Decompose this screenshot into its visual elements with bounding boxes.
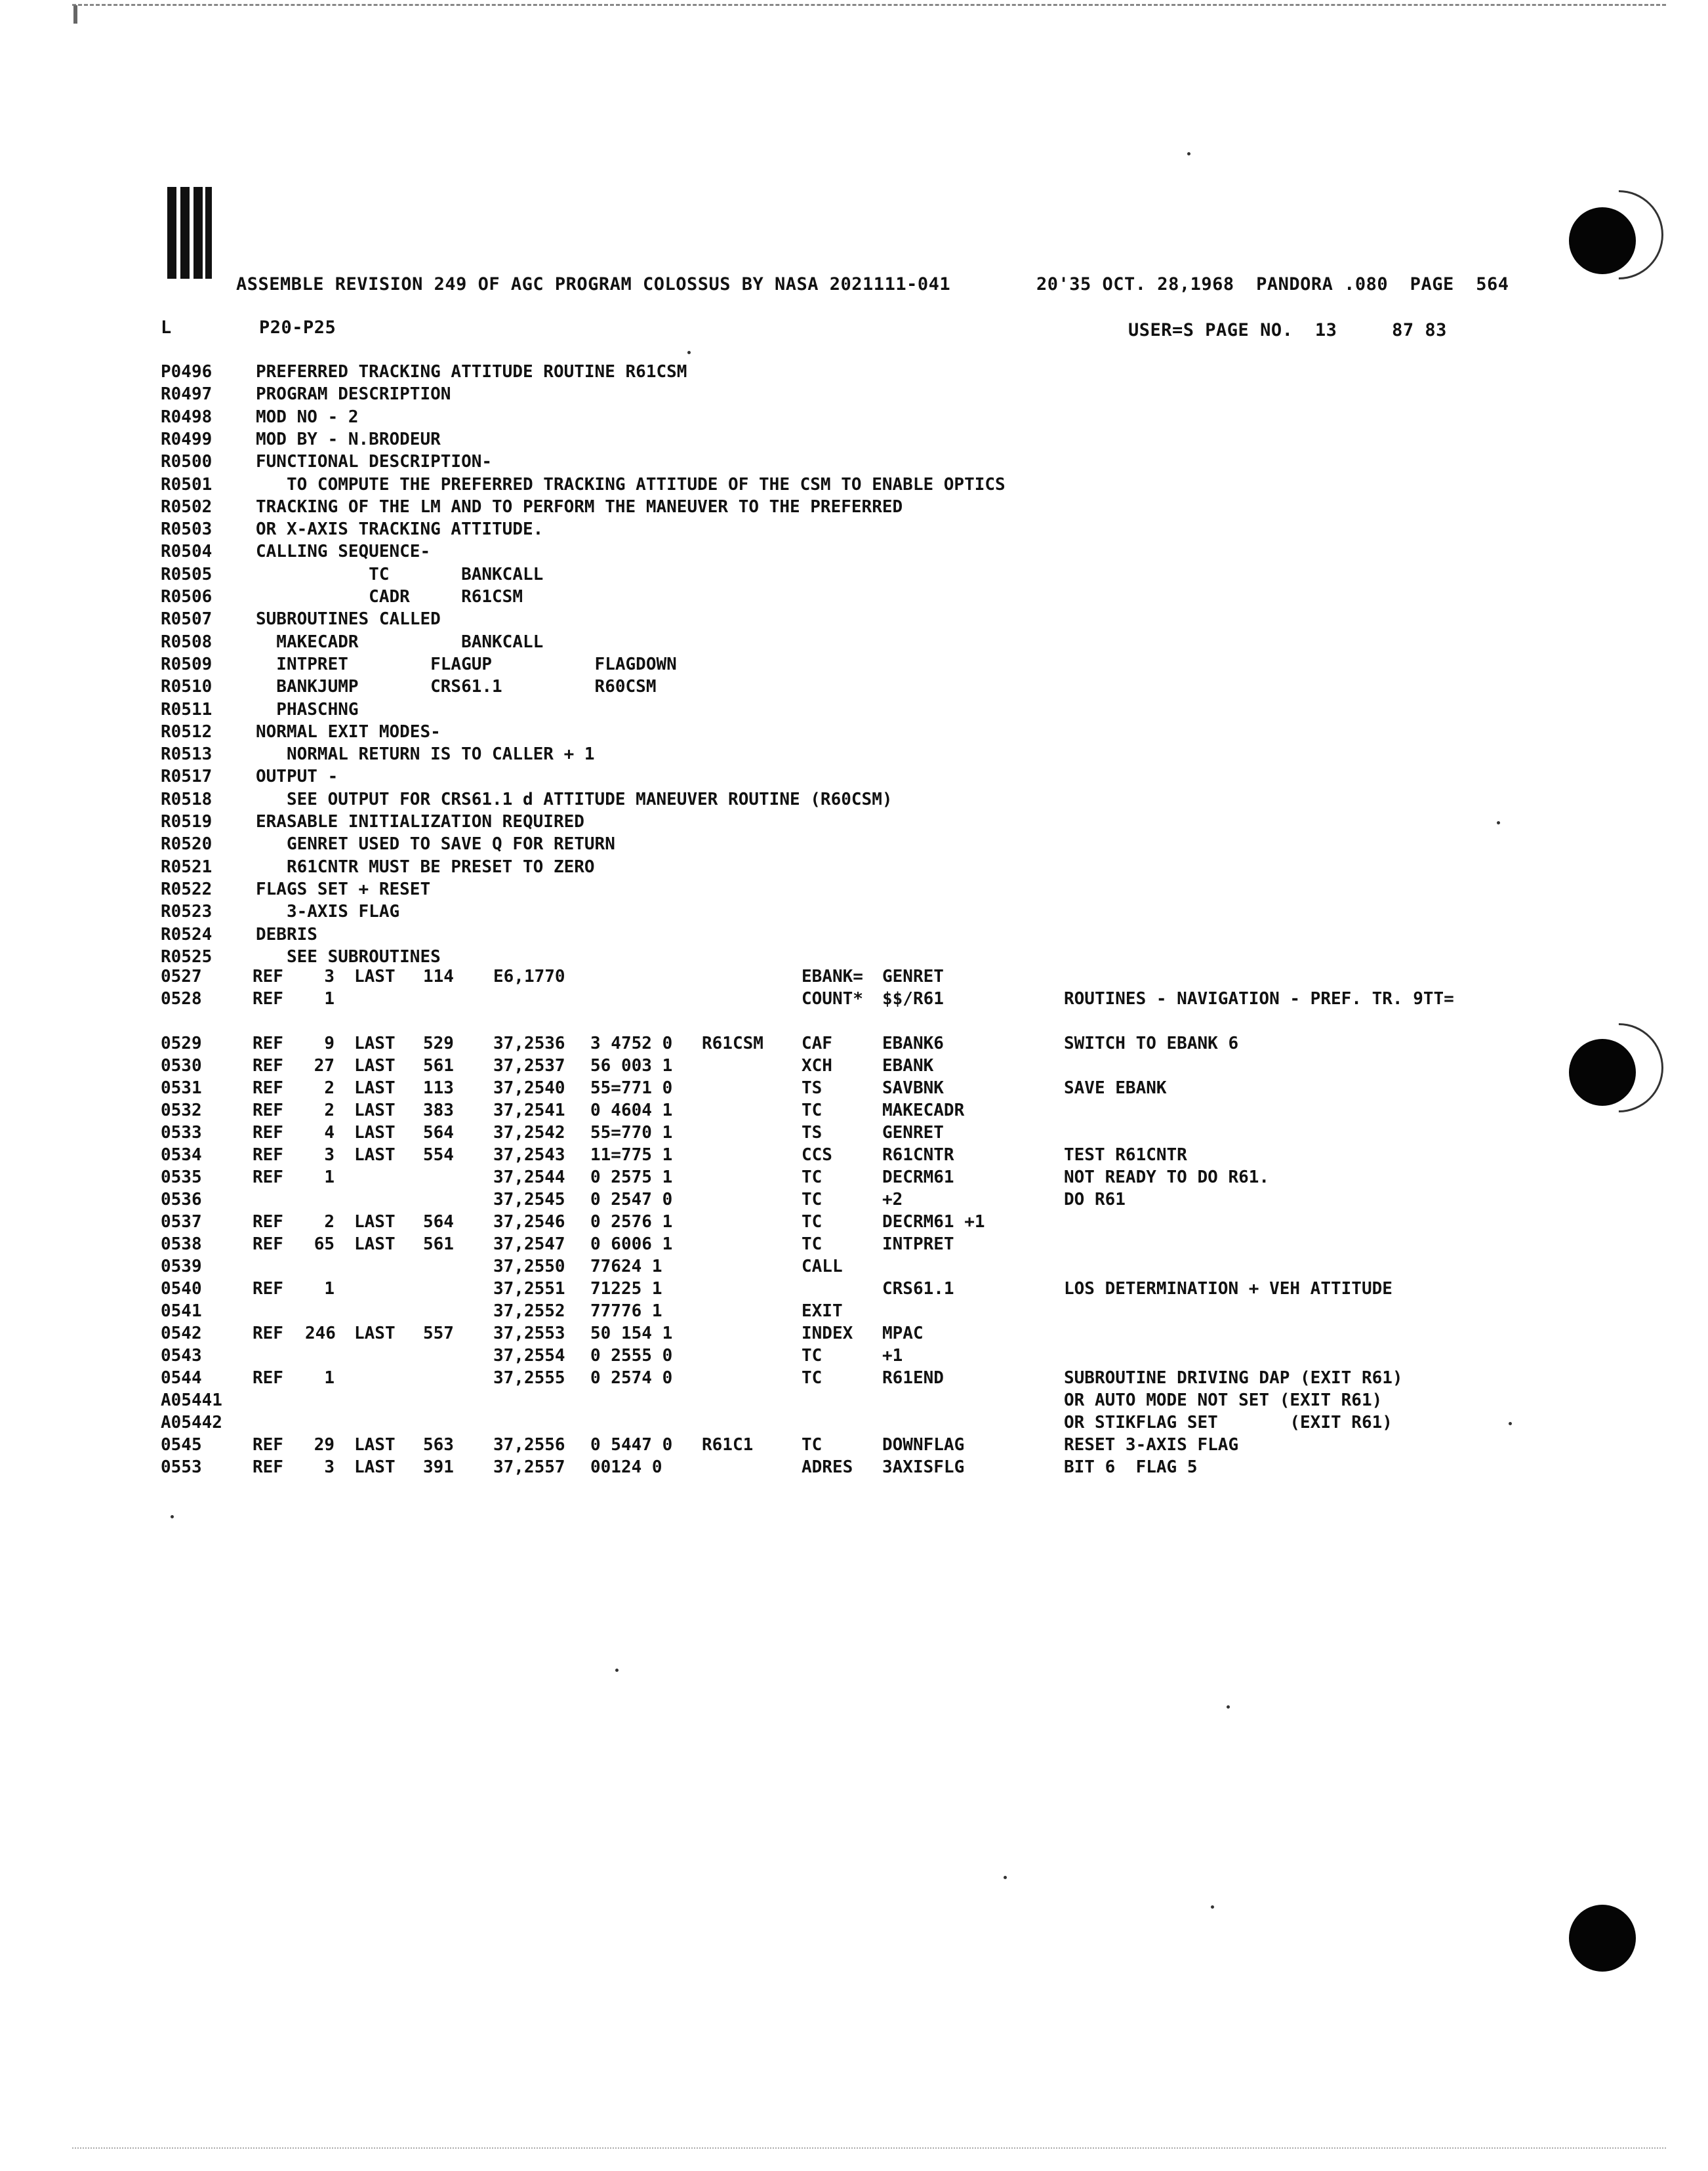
operand: GENRET xyxy=(882,967,944,986)
punch-hole-arc xyxy=(1556,172,1682,298)
operand: INTPRET xyxy=(882,1234,954,1254)
address: 37,2556 xyxy=(493,1435,565,1455)
line-number: R0523 xyxy=(161,902,213,922)
opcode: TC xyxy=(802,1101,823,1120)
ref-count: 2 xyxy=(324,1101,335,1120)
line-number: 0531 xyxy=(161,1078,202,1098)
ref-marker: REF xyxy=(253,1123,283,1143)
line-number: R0497 xyxy=(161,384,213,405)
ref-marker: REF xyxy=(253,967,283,986)
octal-word: 0 5447 0 xyxy=(590,1435,673,1455)
line-number: 0537 xyxy=(161,1212,202,1232)
address: 37,2537 xyxy=(493,1056,565,1076)
comment: OR AUTO MODE NOT SET (EXIT R61) xyxy=(1064,1390,1383,1410)
last-marker: LAST xyxy=(354,1056,396,1076)
opcode: CCS xyxy=(802,1145,832,1165)
octal-word: 0 2575 1 xyxy=(590,1167,673,1187)
operand: +1 xyxy=(882,1346,903,1366)
line-number: 0544 xyxy=(161,1368,202,1388)
line-number: 0545 xyxy=(161,1435,202,1455)
line-number: R0512 xyxy=(161,721,213,742)
corner-mark xyxy=(73,5,77,24)
opcode: ADRES xyxy=(802,1457,853,1477)
operand: 3AXISFLG xyxy=(882,1457,965,1477)
octal-word: 0 6006 1 xyxy=(590,1234,673,1254)
line-number: 0536 xyxy=(161,1190,202,1209)
address: 37,2555 xyxy=(493,1368,565,1388)
remark-text: 3-AXIS FLAG xyxy=(256,902,400,922)
line-number: 0528 xyxy=(161,989,202,1009)
last-line: 391 xyxy=(423,1457,454,1477)
remark-text: CALLING SEQUENCE- xyxy=(256,542,431,562)
remark-text: CADR R61CSM xyxy=(256,587,523,607)
line-number: R0507 xyxy=(161,609,213,630)
remark-text: R61CNTR MUST BE PRESET TO ZERO xyxy=(256,857,595,877)
line-number: R0524 xyxy=(161,924,213,944)
ref-marker: REF xyxy=(253,1435,283,1455)
assembly-title: ASSEMBLE REVISION 249 OF AGC PROGRAM COLOSSUS BY NASA 2021111-041 xyxy=(236,274,951,294)
octal-word: 56 003 1 xyxy=(590,1056,673,1076)
opcode: EBANK= xyxy=(802,967,863,986)
line-number: R0517 xyxy=(161,767,213,787)
comment: LOS DETERMINATION + VEH ATTITUDE xyxy=(1064,1279,1393,1299)
remark-text: MOD BY - N.BRODEUR xyxy=(256,429,441,449)
last-line: 564 xyxy=(423,1123,454,1143)
ref-count: 27 xyxy=(314,1056,335,1076)
speck xyxy=(1187,152,1190,155)
opcode: EXIT xyxy=(802,1301,843,1321)
barcode-mark xyxy=(167,187,216,279)
operand: R61END xyxy=(882,1368,944,1388)
ref-marker: REF xyxy=(253,989,283,1009)
last-line: 529 xyxy=(423,1034,454,1053)
octal-word: 0 4604 1 xyxy=(590,1101,673,1120)
line-number: R0518 xyxy=(161,789,213,809)
remark-text: NORMAL RETURN IS TO CALLER + 1 xyxy=(256,744,595,765)
remark-text: OR X-AXIS TRACKING ATTITUDE. xyxy=(256,519,544,540)
listing-letter: L xyxy=(161,317,172,338)
line-number: 0542 xyxy=(161,1324,202,1343)
line-number: 0540 xyxy=(161,1279,202,1299)
ref-marker: REF xyxy=(253,1324,283,1343)
last-marker: LAST xyxy=(354,1145,396,1165)
opcode: COUNT* xyxy=(802,989,863,1009)
top-edge-line xyxy=(72,4,1666,6)
opcode: TC xyxy=(802,1435,823,1455)
remark-text: MOD NO - 2 xyxy=(256,407,359,427)
line-number: R0511 xyxy=(161,699,213,720)
comment: DO R61 xyxy=(1064,1190,1126,1209)
line-number: 0532 xyxy=(161,1101,202,1120)
last-line: 114 xyxy=(423,967,454,986)
remark-text: GENRET USED TO SAVE Q FOR RETURN xyxy=(256,834,615,855)
ref-marker: REF xyxy=(253,1234,283,1254)
line-number: R0504 xyxy=(161,542,213,562)
address: 37,2546 xyxy=(493,1212,565,1232)
last-marker: LAST xyxy=(354,1123,396,1143)
ref-count: 1 xyxy=(324,989,335,1009)
ref-marker: REF xyxy=(253,1145,283,1165)
ref-marker: REF xyxy=(253,1368,283,1388)
address: 37,2542 xyxy=(493,1123,565,1143)
address: 37,2552 xyxy=(493,1301,565,1321)
user-page-number: USER=S PAGE NO. 13 87 83 xyxy=(1128,320,1447,340)
line-number: 0529 xyxy=(161,1034,202,1053)
comment: BIT 6 FLAG 5 xyxy=(1064,1457,1198,1477)
remark-text: TC BANKCALL xyxy=(256,564,544,584)
line-number: R0510 xyxy=(161,677,213,697)
operand: DECRM61 +1 xyxy=(882,1212,985,1232)
label: R61CSM xyxy=(702,1034,763,1053)
line-number: 0541 xyxy=(161,1301,202,1321)
last-line: 557 xyxy=(423,1324,454,1343)
address: 37,2553 xyxy=(493,1324,565,1343)
label: R61C1 xyxy=(702,1435,754,1455)
line-number: 0553 xyxy=(161,1457,202,1477)
speck xyxy=(615,1669,619,1672)
remark-text: BANKJUMP CRS61.1 R60CSM xyxy=(256,677,657,697)
line-number: R0501 xyxy=(161,474,213,495)
line-number: R0513 xyxy=(161,744,213,765)
remark-text: FUNCTIONAL DESCRIPTION- xyxy=(256,452,493,472)
operand: R61CNTR xyxy=(882,1145,954,1165)
ref-marker: REF xyxy=(253,1279,283,1299)
speck xyxy=(1004,1876,1007,1879)
opcode: TC xyxy=(802,1167,823,1187)
line-number: 0527 xyxy=(161,967,202,986)
address: 37,2554 xyxy=(493,1346,565,1366)
octal-word: 77776 1 xyxy=(590,1301,662,1321)
octal-word: 00124 0 xyxy=(590,1457,662,1477)
remark-text: TO COMPUTE THE PREFERRED TRACKING ATTITUDE OF THE CSM TO ENABLE OPTICS xyxy=(256,474,1006,495)
comment: SAVE EBANK xyxy=(1064,1078,1167,1098)
line-number: R0525 xyxy=(161,946,213,967)
line-number: R0505 xyxy=(161,564,213,584)
line-number: A05442 xyxy=(161,1413,222,1432)
last-marker: LAST xyxy=(354,1212,396,1232)
ref-count: 4 xyxy=(324,1123,335,1143)
operand: SAVBNK xyxy=(882,1078,944,1098)
octal-word: 55=771 0 xyxy=(590,1078,673,1098)
octal-word: 55=770 1 xyxy=(590,1123,673,1143)
line-number: 0543 xyxy=(161,1346,202,1366)
ref-count: 3 xyxy=(324,967,335,986)
address: E6,1770 xyxy=(493,967,565,986)
last-marker: LAST xyxy=(354,1078,396,1098)
opcode: TC xyxy=(802,1190,823,1209)
operand: +2 xyxy=(882,1190,903,1209)
last-marker: LAST xyxy=(354,967,396,986)
bottom-edge-line xyxy=(72,2147,1666,2149)
speck xyxy=(1211,1905,1214,1909)
line-number: 0535 xyxy=(161,1167,202,1187)
line-number: R0520 xyxy=(161,834,213,855)
comment: SWITCH TO EBANK 6 xyxy=(1064,1034,1239,1053)
octal-word: 3 4752 0 xyxy=(590,1034,673,1053)
octal-word: 0 2576 1 xyxy=(590,1212,673,1232)
line-number: R0522 xyxy=(161,879,213,899)
octal-word: 71225 1 xyxy=(590,1279,662,1299)
line-number: A05441 xyxy=(161,1390,222,1410)
line-number: R0506 xyxy=(161,587,213,607)
opcode: TC xyxy=(802,1234,823,1254)
line-number: R0521 xyxy=(161,857,213,877)
line-number: R0500 xyxy=(161,452,213,472)
speck xyxy=(1227,1705,1230,1709)
operand: EBANK xyxy=(882,1056,934,1076)
opcode: INDEX xyxy=(802,1324,853,1343)
opcode: TC xyxy=(802,1212,823,1232)
address: 37,2540 xyxy=(493,1078,565,1098)
ref-count: 29 xyxy=(314,1435,335,1455)
remark-text: INTPRET FLAGUP FLAGDOWN xyxy=(256,654,677,674)
opcode: XCH xyxy=(802,1056,832,1076)
octal-word: 11=775 1 xyxy=(590,1145,673,1165)
ref-marker: REF xyxy=(253,1212,283,1232)
address: 37,2550 xyxy=(493,1257,565,1276)
ref-count: 2 xyxy=(324,1078,335,1098)
octal-word: 77624 1 xyxy=(590,1257,662,1276)
address: 37,2543 xyxy=(493,1145,565,1165)
operand: DOWNFLAG xyxy=(882,1435,965,1455)
remark-text: SUBROUTINES CALLED xyxy=(256,609,441,630)
line-number: 0538 xyxy=(161,1234,202,1254)
ref-marker: REF xyxy=(253,1101,283,1120)
remark-text: MAKECADR BANKCALL xyxy=(256,632,544,652)
octal-word: 0 2555 0 xyxy=(590,1346,673,1366)
last-marker: LAST xyxy=(354,1457,396,1477)
address: 37,2547 xyxy=(493,1234,565,1254)
line-number: R0499 xyxy=(161,429,213,449)
ref-marker: REF xyxy=(253,1457,283,1477)
comment: RESET 3-AXIS FLAG xyxy=(1064,1435,1239,1455)
ref-marker: REF xyxy=(253,1167,283,1187)
punch-hole-icon xyxy=(1569,1905,1636,1972)
octal-word: 50 154 1 xyxy=(590,1324,673,1343)
line-number: R0508 xyxy=(161,632,213,652)
operand: DECRM61 xyxy=(882,1167,954,1187)
remark-text: FLAGS SET + RESET xyxy=(256,879,431,899)
line-number: R0498 xyxy=(161,407,213,427)
remark-text: PROGRAM DESCRIPTION xyxy=(256,384,451,405)
address: 37,2545 xyxy=(493,1190,565,1209)
ref-count: 1 xyxy=(324,1279,335,1299)
speck xyxy=(687,351,691,354)
assembly-date-page: 20'35 OCT. 28,1968 PANDORA .080 PAGE 564 xyxy=(1036,274,1509,294)
comment: OR STIKFLAG SET (EXIT R61) xyxy=(1064,1413,1393,1432)
ref-count: 1 xyxy=(324,1167,335,1187)
last-line: 383 xyxy=(423,1101,454,1120)
remark-text: SEE OUTPUT FOR CRS61.1 d ATTITUDE MANEUVER ROUTINE (R60CSM) xyxy=(256,789,893,809)
operand: CRS61.1 xyxy=(882,1279,954,1299)
opcode: TC xyxy=(802,1368,823,1388)
line-number: 0530 xyxy=(161,1056,202,1076)
last-marker: LAST xyxy=(354,1234,396,1254)
last-marker: LAST xyxy=(354,1034,396,1053)
address: 37,2557 xyxy=(493,1457,565,1477)
ref-count: 2 xyxy=(324,1212,335,1232)
line-number: R0502 xyxy=(161,497,213,517)
speck xyxy=(1509,1422,1512,1425)
comment: ROUTINES - NAVIGATION - PREF. TR. 9TT= xyxy=(1064,989,1454,1009)
ref-count: 1 xyxy=(324,1368,335,1388)
last-line: 561 xyxy=(423,1056,454,1076)
remark-text: ERASABLE INITIALIZATION REQUIRED xyxy=(256,812,584,832)
address: 37,2551 xyxy=(493,1279,565,1299)
opcode: TS xyxy=(802,1078,823,1098)
remark-text: PHASCHNG xyxy=(256,699,359,720)
line-number: 0539 xyxy=(161,1257,202,1276)
remark-text: OUTPUT - xyxy=(256,767,338,787)
operand: EBANK6 xyxy=(882,1034,944,1053)
line-number: P0496 xyxy=(161,362,213,382)
operand: MAKECADR xyxy=(882,1101,965,1120)
ref-count: 9 xyxy=(324,1034,335,1053)
last-line: 563 xyxy=(423,1435,454,1455)
ref-count: 65 xyxy=(314,1234,335,1254)
opcode: TC xyxy=(802,1346,823,1366)
remark-text: TRACKING OF THE LM AND TO PERFORM THE MANEUVER TO THE PREFERRED xyxy=(256,497,903,517)
line-number: 0534 xyxy=(161,1145,202,1165)
ref-marker: REF xyxy=(253,1078,283,1098)
operand: MPAC xyxy=(882,1324,924,1343)
last-line: 564 xyxy=(423,1212,454,1232)
line-number: R0509 xyxy=(161,654,213,674)
comment: SUBROUTINE DRIVING DAP (EXIT R61) xyxy=(1064,1368,1403,1388)
operand: GENRET xyxy=(882,1123,944,1143)
ref-marker: REF xyxy=(253,1056,283,1076)
address: 37,2536 xyxy=(493,1034,565,1053)
last-marker: LAST xyxy=(354,1324,396,1343)
ref-count: 3 xyxy=(324,1145,335,1165)
comment: TEST R61CNTR xyxy=(1064,1145,1187,1165)
address: 37,2541 xyxy=(493,1101,565,1120)
speck xyxy=(171,1515,174,1518)
opcode: CAF xyxy=(802,1034,832,1053)
octal-word: 0 2547 0 xyxy=(590,1190,673,1209)
ref-count: 3 xyxy=(324,1457,335,1477)
last-marker: LAST xyxy=(354,1435,396,1455)
punch-hole-arc xyxy=(1556,1005,1682,1131)
opcode: TS xyxy=(802,1123,823,1143)
remark-text: NORMAL EXIT MODES- xyxy=(256,721,441,742)
last-line: 113 xyxy=(423,1078,454,1098)
speck xyxy=(1497,821,1500,824)
program-range: P20-P25 xyxy=(259,317,336,338)
remark-text: SEE SUBROUTINES xyxy=(256,946,441,967)
operand: $$/R61 xyxy=(882,989,944,1009)
ref-count: 246 xyxy=(305,1324,336,1343)
remark-text: PREFERRED TRACKING ATTITUDE ROUTINE R61CSM xyxy=(256,362,687,382)
last-line: 561 xyxy=(423,1234,454,1254)
remark-text: DEBRIS xyxy=(256,924,317,944)
opcode: CALL xyxy=(802,1257,843,1276)
address: 37,2544 xyxy=(493,1167,565,1187)
ref-marker: REF xyxy=(253,1034,283,1053)
comment: NOT READY TO DO R61. xyxy=(1064,1167,1270,1187)
line-number: R0503 xyxy=(161,519,213,540)
line-number: 0533 xyxy=(161,1123,202,1143)
last-marker: LAST xyxy=(354,1101,396,1120)
line-number: R0519 xyxy=(161,812,213,832)
octal-word: 0 2574 0 xyxy=(590,1368,673,1388)
last-line: 554 xyxy=(423,1145,454,1165)
